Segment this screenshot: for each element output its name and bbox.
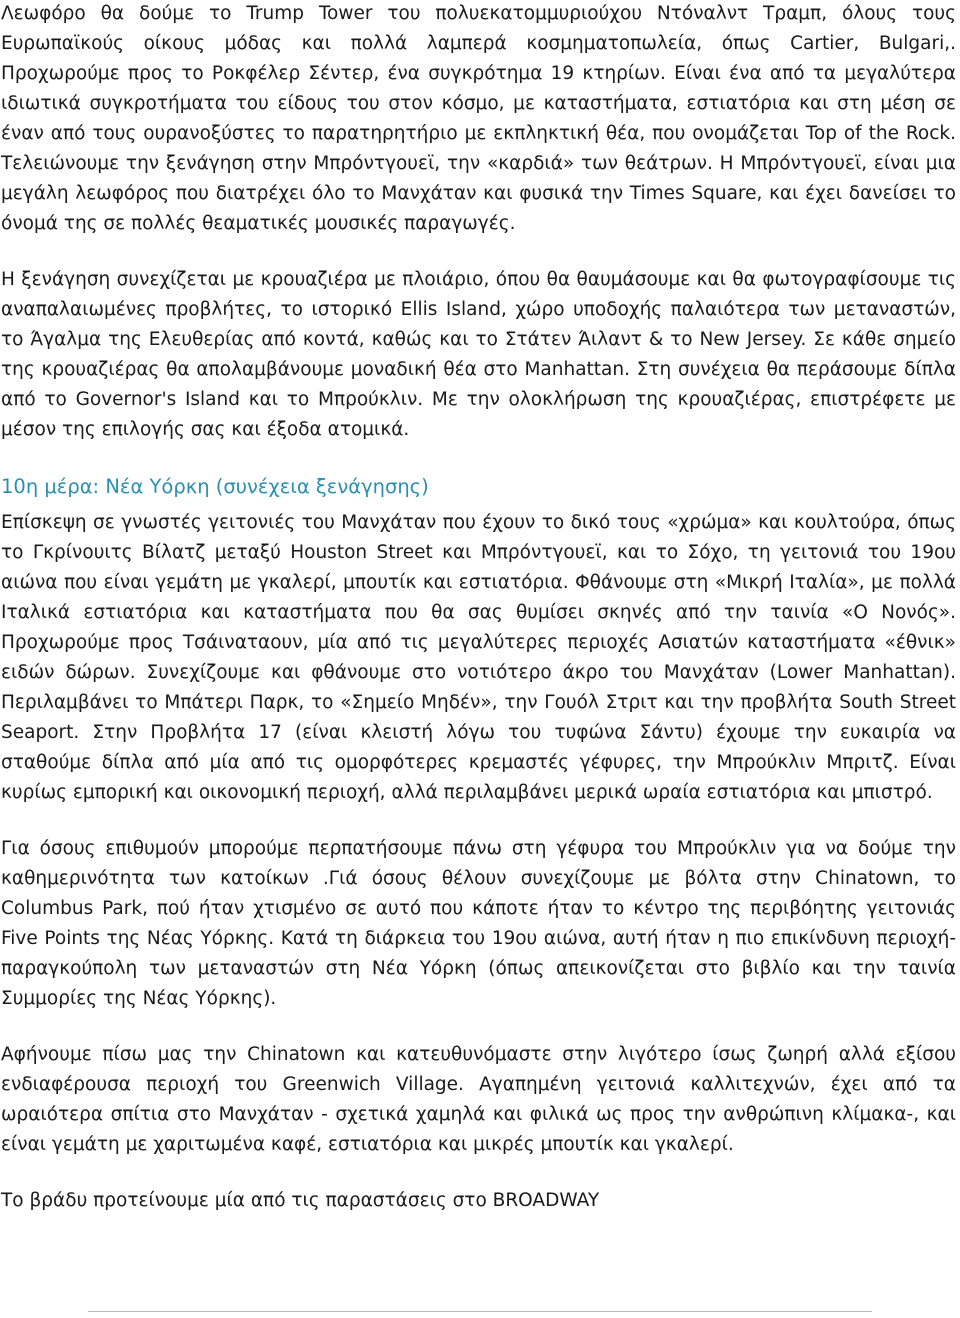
paragraph-broadway-evening: Το βράδυ προτείνουμε μία από τις παραστάσεις στο BROADWAY <box>1 1190 600 1211</box>
day-heading: 10η μέρα: Νέα Υόρκη (συνέχεια ξενάγησης) <box>1 475 429 498</box>
paragraph-greenwich-village: Αφήνουμε πίσω μας την Chinatown και κατευθυνόμαστε στην λιγότερο ίσως ζωηρή αλλά εξίσου ενδιαφέρουσα περιοχή του Greenwich Village. Αγαπημένη γειτονιά καλλιτεχνών, έχει από τα ωραιότερα σπίτια στο Μανχάταν - σχετικά χαμηλά και φιλικά ως προς την ανθρώπινη κλίμακα-, και είναι γεμάτη με χαριτωμένα καφέ, εστιατόρια και μικρές μπουτίκ και γκαλερί. <box>1 1044 956 1155</box>
paragraph-fifth-avenue-rockefeller: Λεωφόρο θα δούμε το Trump Tower του πολυεκατομμυριούχου Ντόναλντ Τραμπ, όλους τους Ευρωπαϊκούς οίκους μόδας και πολλά λαμπερά κοσμηματοπωλεία, όπως Cartier, Bulgari,. Προχωρούμε προς το Ροκφέλερ Σέντερ, ένα συγκρότημα 19 κτηρίων. Είναι ένα από τα μεγαλύτερα ιδιωτικά συγκροτήματα του είδους του στον κόσμο, με καταστήματα, εστιατόρια και στη μέση σε έναν από τους ουρανοξύστες το παρατηρητήριο με εκπληκτική θέα, που ονομάζεται Top of the Rock. Τελειώνουμε την ξενάγηση στην Μπρόντγουεϊ, την «καρδιά» των θεάτρων. Η Μπρόντγουεϊ, είναι μια μεγάλη λεωφόρος που διατρέχει όλο το Μανχάταν και φυσικά την Times Square, και έχει δανείσει το όνομά της σε πολλές θεαματικές μουσικές παραγωγές. <box>1 3 956 234</box>
paragraph-neighborhoods: Επίσκεψη σε γνωστές γειτονιές του Μανχάταν που έχουν το δικό τους «χρώμα» και κουλτούρα, όπως το Γκρίνουιτς Βίλατζ μεταξύ Houston Street και Μπρόντγουεϊ, και το Σόχο, τη γειτονιά του 19ου αιώνα που είναι γεμάτη με γκαλερί, μπουτίκ και εστιατόρια. Φθάνουμε στη «Μικρή Ιταλία», με πολλά Ιταλικά εστιατόρια και καταστήματα που θα σας θυμίσει σκηνές από την ταινία «Ο Νονός». Προχωρούμε προς Τσάιναταουν, μία από τις μεγαλύτερες περιοχές Ασιατών καταστήματα «έθνικ» ειδών δώρων. Συνεχίζουμε και φθάνουμε στο νοτιότερο άκρο του Μανχάταν (Lower Manhattan). Περιλαμβάνει το Μπάτερι Παρκ, το «Σημείο Μηδέν», την Γουόλ Στριτ και την προβλήτα South Street Seaport. Στην Προβλήτα 17 (είναι κλειστή λόγω του τυφώνα Σάντυ) έχουμε την ευκαιρία να σταθούμε δίπλα από μία από τις ομορφότερες κρεμαστές γέφυρες, την Μπρούκλιν Μπριτζ. Είναι κυρίως εμπορική και οικονομική περιοχή, αλλά περιλαμβάνει μερικά ωραία εστιατόρια και μπιστρό. <box>1 512 956 803</box>
paragraph-cruise: Η ξενάγηση συνεχίζεται με κρουαζιέρα με πλοιάριο, όπου θα θαυμάσουμε και θα φωτογραφίσουμε τις αναπαλαιωμένες προβλήτες, το ιστορικό Ellis Island, χώρο υποδοχής παλαιότερα των μεταναστών, το Άγαλμα της Ελευθερίας από κοντά, καθώς και το Στάτεν Άιλαντ & το New Jersey. Σε κάθε σημείο της κρουαζιέρας θα απολαμβάνουμε μοναδική θέα στο Manhattan. Στη συνέχεια θα περάσουμε δίπλα από το Governor's Island και το Μπρούκλιν. Με την ολοκλήρωση της κρουαζιέρας, επιστρέφετε με μέσον της επιλογής σας και έξοδα ατομικά. <box>1 269 956 440</box>
footer-divider <box>88 1311 872 1312</box>
paragraph-brooklyn-bridge-chinatown: Για όσους επιθυμούν μπορούμε περπατήσουμε πάνω στη γέφυρα του Μπρούκλιν για να δούμε την καθημερινότητα των κατοίκων .Γιά όσους θέλουν συνεχίζουμε με βόλτα στην Chinatown, το Columbus Park, πού ήταν χτισμένο σε αυτό που κάποτε ήταν το κέντρο της περιβόητης γειτονιάς Five Points της Νέας Υόρκης. Κατά τη διάρκεια του 19ου αιώνα, αυτή ήταν η πιο επικίνδυνη περιοχή-παραγκούπολη των μεταναστών στη Νέα Υόρκη (όπως απεικονίζεται στο βιβλίο και την ταινία Συμμορίες της Νέας Υόρκης). <box>1 838 956 1009</box>
